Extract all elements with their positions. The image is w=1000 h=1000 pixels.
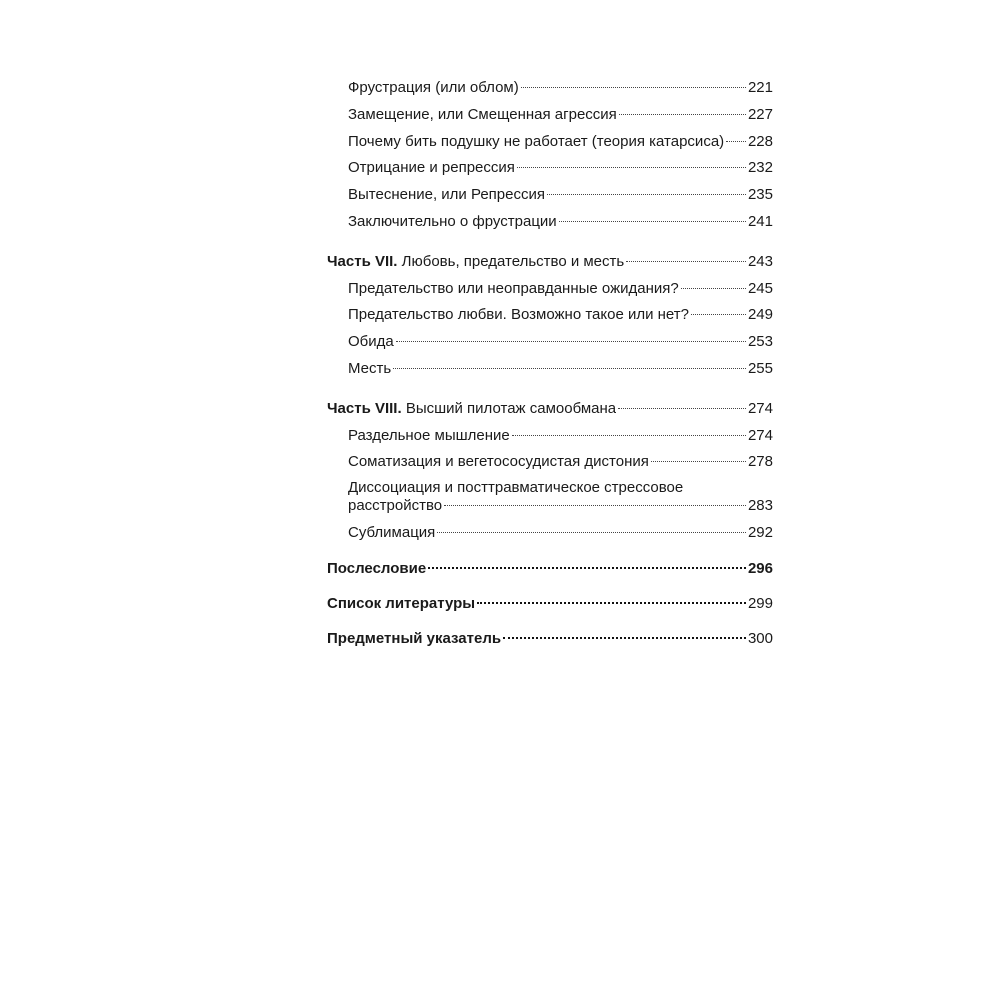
part-label: Часть VIII. xyxy=(327,399,402,417)
toc-entry-page: 235 xyxy=(747,186,773,204)
toc-bibliography[interactable] xyxy=(327,594,773,629)
toc-part-7[interactable] xyxy=(327,252,773,279)
toc-entry-title: Предметный указатель xyxy=(327,629,502,647)
toc-entry-page: 249 xyxy=(747,306,773,324)
toc-entry-page: 274 xyxy=(747,399,773,417)
toc-entry-title: Соматизация и вегетососудистая дистония xyxy=(348,453,649,471)
toc-entry-title-line1: Диссоциация и посттравматическое стрессовое xyxy=(348,479,684,497)
toc-entry-title: Послесловие xyxy=(327,559,427,577)
toc-entry[interactable] xyxy=(327,426,773,453)
table-of-contents xyxy=(327,78,773,664)
dot-leader xyxy=(619,114,746,115)
toc-entry-title: Обида xyxy=(348,333,394,351)
toc-entry[interactable] xyxy=(327,359,773,386)
toc-entry-title: Предательство или неоправданные ожидания? xyxy=(348,279,679,297)
toc-entry[interactable] xyxy=(327,105,773,132)
toc-entry[interactable] xyxy=(327,185,773,212)
dot-leader xyxy=(437,532,746,533)
toc-entry-title: Вытеснение, или Репрессия xyxy=(348,186,545,204)
dot-leader xyxy=(444,505,746,506)
toc-index[interactable] xyxy=(327,629,773,664)
toc-entry[interactable] xyxy=(327,158,773,185)
dot-leader xyxy=(681,288,746,289)
toc-entry-page: 243 xyxy=(747,252,773,270)
toc-entry-page: 274 xyxy=(747,426,773,444)
dot-leader xyxy=(521,87,746,88)
part-title: Высший пилотаж самообмана xyxy=(405,399,617,417)
toc-entry[interactable] xyxy=(327,78,773,105)
dot-leader xyxy=(626,261,746,262)
toc-entry-page: 228 xyxy=(747,132,773,150)
toc-entry-page: 232 xyxy=(747,159,773,177)
dot-leader xyxy=(559,221,746,222)
toc-entry-page: 300 xyxy=(747,629,773,647)
dot-leader xyxy=(512,435,746,436)
toc-entry-page: 245 xyxy=(747,279,773,297)
toc-afterword[interactable] xyxy=(327,559,773,594)
toc-entry-title: Фрустрация (или облом) xyxy=(348,79,519,96)
dot-leader xyxy=(618,408,746,409)
toc-entry-multiline[interactable] xyxy=(327,479,773,515)
dot-leader xyxy=(477,602,746,604)
dot-leader xyxy=(396,341,746,342)
toc-entry-title: Почему бить подушку не работает (теория катарсиса) xyxy=(348,132,725,150)
toc-entry-title: Отрицание и репрессия xyxy=(348,159,515,177)
toc-entry-page: 283 xyxy=(747,497,773,515)
toc-entry-page: 241 xyxy=(747,212,773,230)
toc-entry-title: Предательство любви. Возможно такое или нет? xyxy=(348,306,689,324)
toc-entry-page: 227 xyxy=(747,105,773,123)
part-label: Часть VII. xyxy=(327,252,398,270)
toc-entry-title: Список литературы xyxy=(327,594,476,612)
dot-leader xyxy=(726,141,746,142)
toc-entry-page: 253 xyxy=(747,333,773,351)
dot-leader xyxy=(517,167,746,168)
toc-entry-page: 255 xyxy=(747,359,773,377)
toc-entry-title: Заключительно о фрустрации xyxy=(348,212,557,230)
toc-entry-title: Сублимация xyxy=(348,524,436,542)
toc-entry[interactable] xyxy=(327,132,773,159)
dot-leader xyxy=(691,314,746,315)
toc-entry-title: Раздельное мышление xyxy=(348,426,510,444)
toc-entry[interactable] xyxy=(327,305,773,332)
toc-entry-page: 292 xyxy=(747,524,773,542)
dot-leader xyxy=(393,368,746,369)
dot-leader xyxy=(428,567,746,569)
toc-entry-page: 299 xyxy=(747,594,773,612)
toc-entry-page: 221 xyxy=(747,79,773,96)
toc-entry-page: 278 xyxy=(747,453,773,471)
dot-leader xyxy=(547,194,746,195)
toc-entry[interactable] xyxy=(327,332,773,359)
toc-entry-title: Месть xyxy=(348,359,392,377)
toc-entry[interactable] xyxy=(327,212,773,239)
toc-entry[interactable] xyxy=(327,279,773,306)
dot-leader xyxy=(651,461,746,462)
toc-entry[interactable] xyxy=(327,452,773,479)
part-title: Любовь, предательство и месть xyxy=(401,252,625,270)
toc-part-8[interactable] xyxy=(327,399,773,426)
toc-entry[interactable] xyxy=(327,523,773,550)
toc-entry-title: Замещение, или Смещенная агрессия xyxy=(348,105,617,123)
dot-leader xyxy=(503,637,746,639)
toc-entry-page: 296 xyxy=(747,559,773,577)
toc-entry-title-line2: расстройство xyxy=(348,497,443,515)
